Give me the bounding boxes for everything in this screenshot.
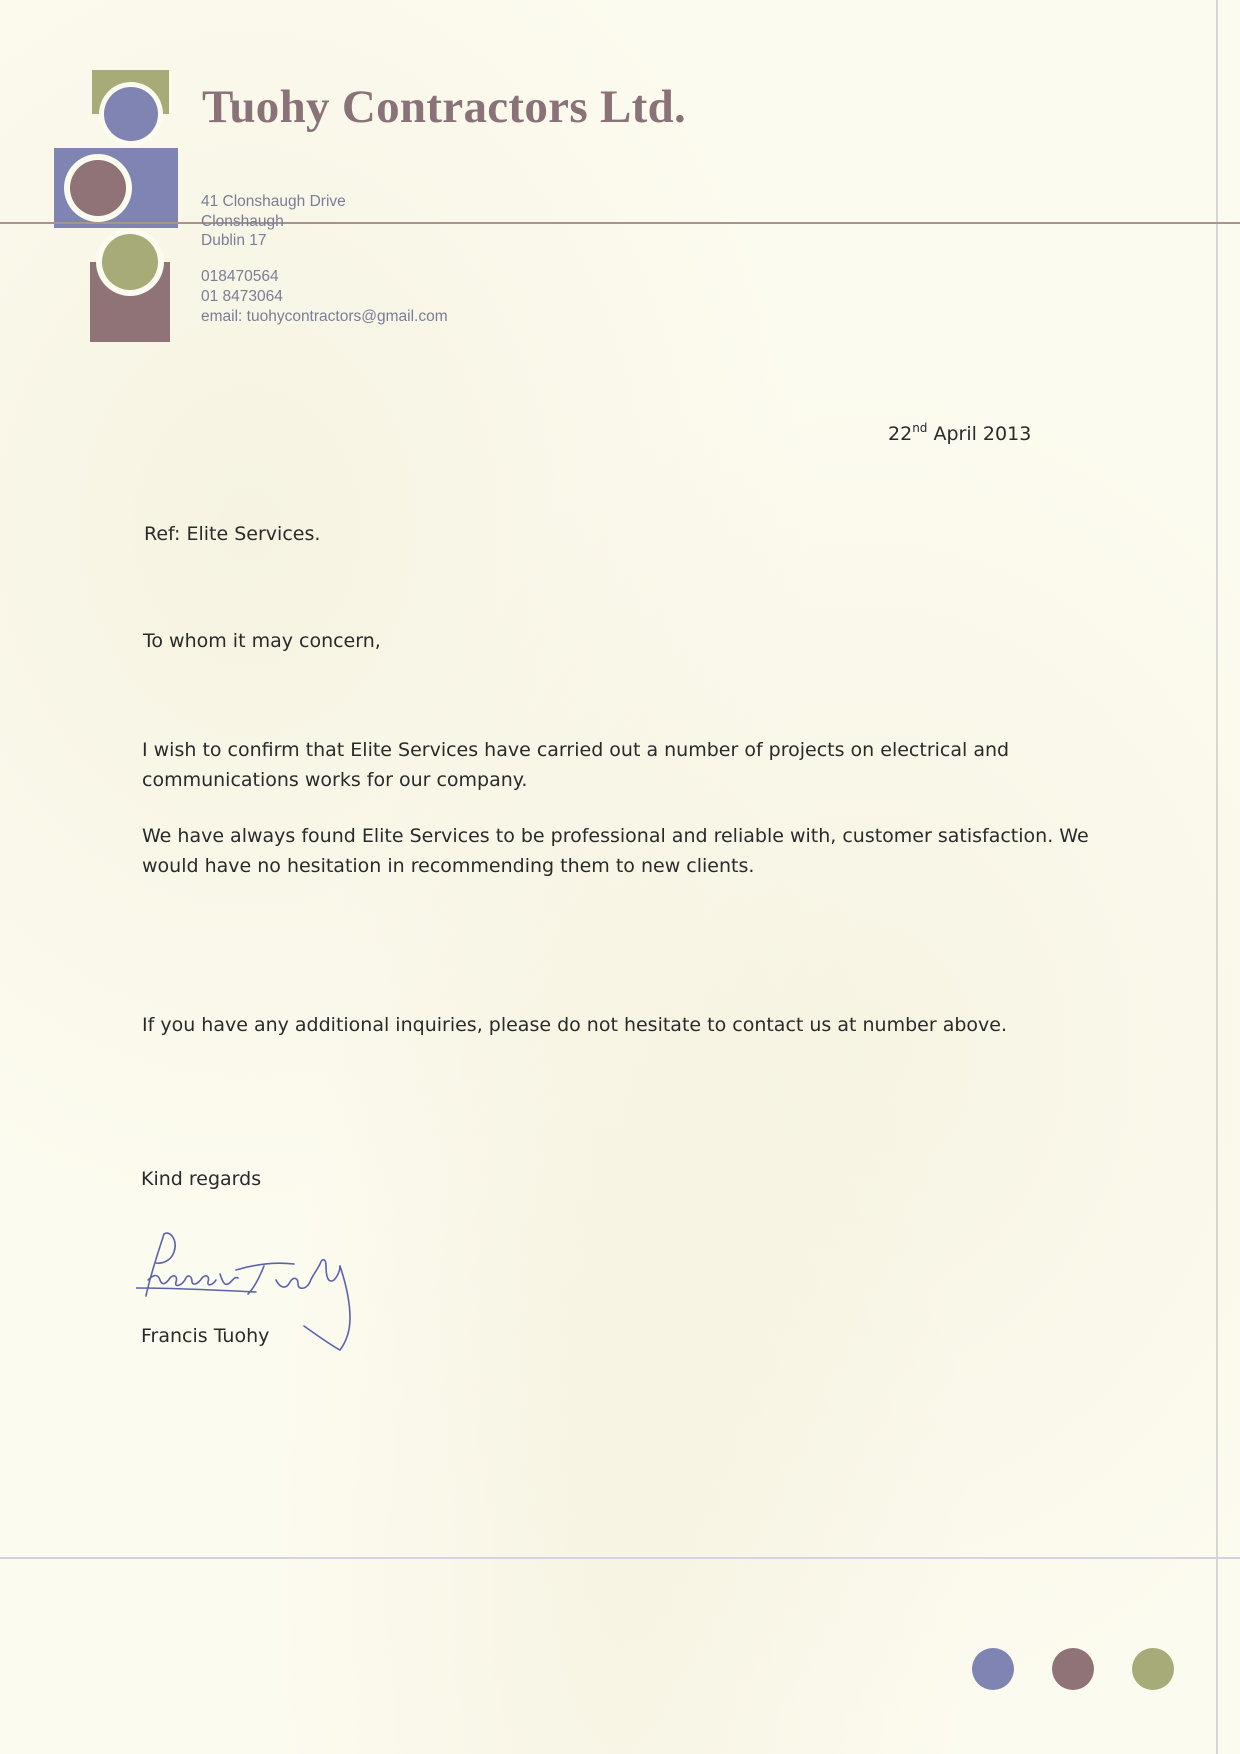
paragraph-line: would have no hesitation in recommending them to new clients. — [142, 855, 755, 877]
footer-divider — [0, 1557, 1240, 1559]
letter-date — [888, 421, 1031, 445]
body-paragraph-3 — [142, 1010, 1007, 1040]
date-suffix: nd — [912, 421, 928, 435]
company-address — [201, 192, 346, 251]
paragraph-line: I wish to confirm that Elite Services have carried out a number of projects on electrical and — [142, 739, 1010, 761]
date-day: 22 — [888, 423, 913, 445]
body-paragraph-1 — [142, 735, 1009, 795]
closing-line: Kind regards — [141, 1168, 262, 1190]
paragraph-line: We have always found Elite Services to be professional and reliable with, customer satisfaction. We — [142, 825, 1089, 847]
company-contact — [201, 267, 448, 327]
olive-dot-icon — [1132, 1648, 1174, 1690]
company-name: Tuohy Contractors Ltd. — [202, 81, 687, 133]
address-line-3: Dublin 17 — [201, 232, 267, 249]
paragraph-line: If you have any additional inquiries, please do not hesitate to contact us at number above. — [142, 1014, 1007, 1036]
salutation: To whom it may concern, — [143, 630, 381, 652]
page-edge-line — [1216, 0, 1218, 1754]
body-paragraph-2 — [142, 821, 1089, 881]
signer-name: Francis Tuohy — [141, 1325, 270, 1347]
header-divider — [0, 222, 1240, 224]
phone-number-2: 01 8473064 — [201, 288, 283, 305]
paragraph-line: communications works for our company. — [142, 769, 528, 791]
address-line-1: 41 Clonshaugh Drive — [201, 193, 346, 210]
mauve-dot-icon — [1052, 1648, 1094, 1690]
email-address: email: tuohycontractors@gmail.com — [201, 308, 448, 325]
date-month-year: April 2013 — [927, 423, 1032, 445]
footer-dots-decoration — [970, 1648, 1180, 1694]
address-line-2: Clonshaugh — [201, 212, 284, 230]
company-logo-icon — [54, 70, 180, 342]
reference-line: Ref: Elite Services. — [144, 523, 321, 545]
blue-dot-icon — [972, 1648, 1014, 1690]
phone-number-1: 018470564 — [201, 268, 279, 285]
